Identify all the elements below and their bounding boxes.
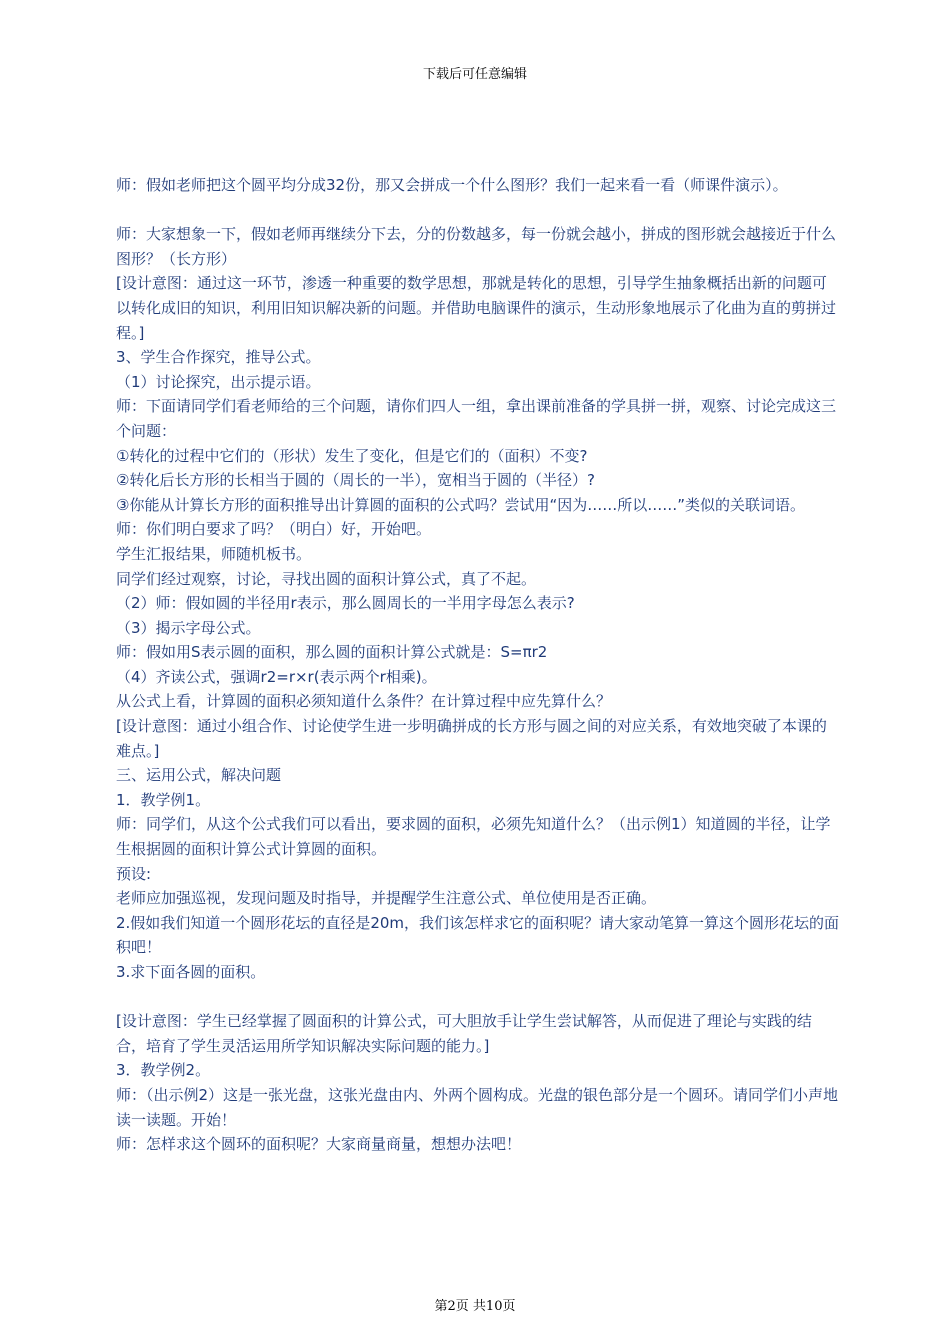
paragraph: 预设: <box>116 864 152 883</box>
section-heading: 三、运用公式，解决问题 <box>116 766 282 785</box>
page-header: 下载后可任意编辑 <box>422 67 527 82</box>
design-intent-paragraph: [设计意图：通过小组合作、讨论使学生进一步明确拼成的长方形与圆之间的对应关系，有效地突破了本课的难点。] <box>116 717 827 760</box>
design-intent-paragraph: [设计意图：通过这一环节，渗透一种重要的数学思想，那就是转化的思想，引导学生抽象概括出新的问题可以转化成旧的知识，利用旧知识解决新的问题。并借助电脑课件的演示，生动形象地展示了化曲为直的剪拼过程。] <box>116 274 837 342</box>
paragraph: 3.求下面各圆的面积。 <box>116 963 266 981</box>
paragraph: 师：下面请同学们看老师给的三个问题，请你们四人一组，拿出课前准备的学具拼一拼，观察、讨论完成这三个问题： <box>116 397 837 440</box>
paragraph: 师：你们明白要求了吗？（明白）好，开始吧。 <box>116 520 432 539</box>
paragraph: 2.假如我们知道一个圆形花坛的直径是20m，我们该怎样求它的面积呢？请大家动笔算一算这个圆形花坛的面积吧！ <box>116 913 840 957</box>
paragraph: 师：假如老师把这个圆平均分成32份，那又会拼成一个什么图形？我们一起来看一看（师课件演示）。 <box>116 176 788 194</box>
paragraph: 师：怎样求这个圆环的面积呢？大家商量商量，想想办法吧！ <box>116 1135 522 1154</box>
paragraph: 师：大家想象一下，假如老师再继续分下去，分的份数越多，每一份就会越小，拼成的图形就会越接近于什么图形？（长方形） <box>116 225 837 268</box>
paragraph: 同学们经过观察，讨论，寻找出圆的面积计算公式，真了不起。 <box>116 569 537 588</box>
paragraph: 3．教学例2。 <box>116 1061 211 1080</box>
paragraph: （2）师：假如圆的半径用r表示，那么圆周长的一半用字母怎么表示? <box>116 594 575 613</box>
paragraph: （3）揭示字母公式。 <box>116 618 261 637</box>
paragraph: 学生汇报结果，师随机板书。 <box>116 544 312 563</box>
paragraph: ③你能从计算长方形的面积推导出计算圆的面积的公式吗？尝试用“因为……所以……”类似的关联词语。 <box>116 495 805 514</box>
paragraph: 师：同学们，从这个公式我们可以看出，要求圆的面积，必须先知道什么？（出示例1）知道圆的半径，让学生根据圆的面积计算公式计算圆的面积。 <box>116 815 831 859</box>
paragraph: 师：（出示例2）这是一张光盘，这张光盘由内、外两个圆构成。光盘的银色部分是一个圆环。请同学们小声地读一读题。开始！ <box>116 1085 839 1129</box>
blank-line <box>116 985 840 1010</box>
document-body <box>116 173 840 1157</box>
paragraph: （1）讨论探究，出示提示语。 <box>116 372 321 391</box>
paragraph: ①转化的过程中它们的（形状）发生了变化，但是它们的（面积）不变? <box>116 446 588 465</box>
paragraph: ②转化后长方形的长相当于圆的（周长的一半），宽相当于圆的（半径）? <box>116 471 595 490</box>
blank-line <box>116 198 840 223</box>
paragraph: 从公式上看，计算圆的面积必须知道什么条件？在计算过程中应先算什么？ <box>116 692 612 711</box>
paragraph: 3、学生合作探究，推导公式。 <box>116 348 321 367</box>
paragraph: （4）齐读公式，强调r2=r×r(表示两个r相乘)。 <box>116 667 437 686</box>
paragraph: 老师应加强巡视，发现问题及时指导，并提醒学生注意公式、单位使用是否正确。 <box>116 889 657 908</box>
formula-paragraph: 师：假如用S表示圆的面积，那么圆的面积计算公式就是：S=πr2 <box>116 643 548 662</box>
design-intent-paragraph: [设计意图：学生已经掌握了圆面积的计算公式，可大胆放手让学生尝试解答，从而促进了理论与实践的结合，培育了学生灵活运用所学知识解决实际问题的能力。] <box>116 1012 812 1055</box>
page-footer: 第2页 共10页 <box>434 1299 516 1314</box>
paragraph: 1．教学例1。 <box>116 790 211 809</box>
